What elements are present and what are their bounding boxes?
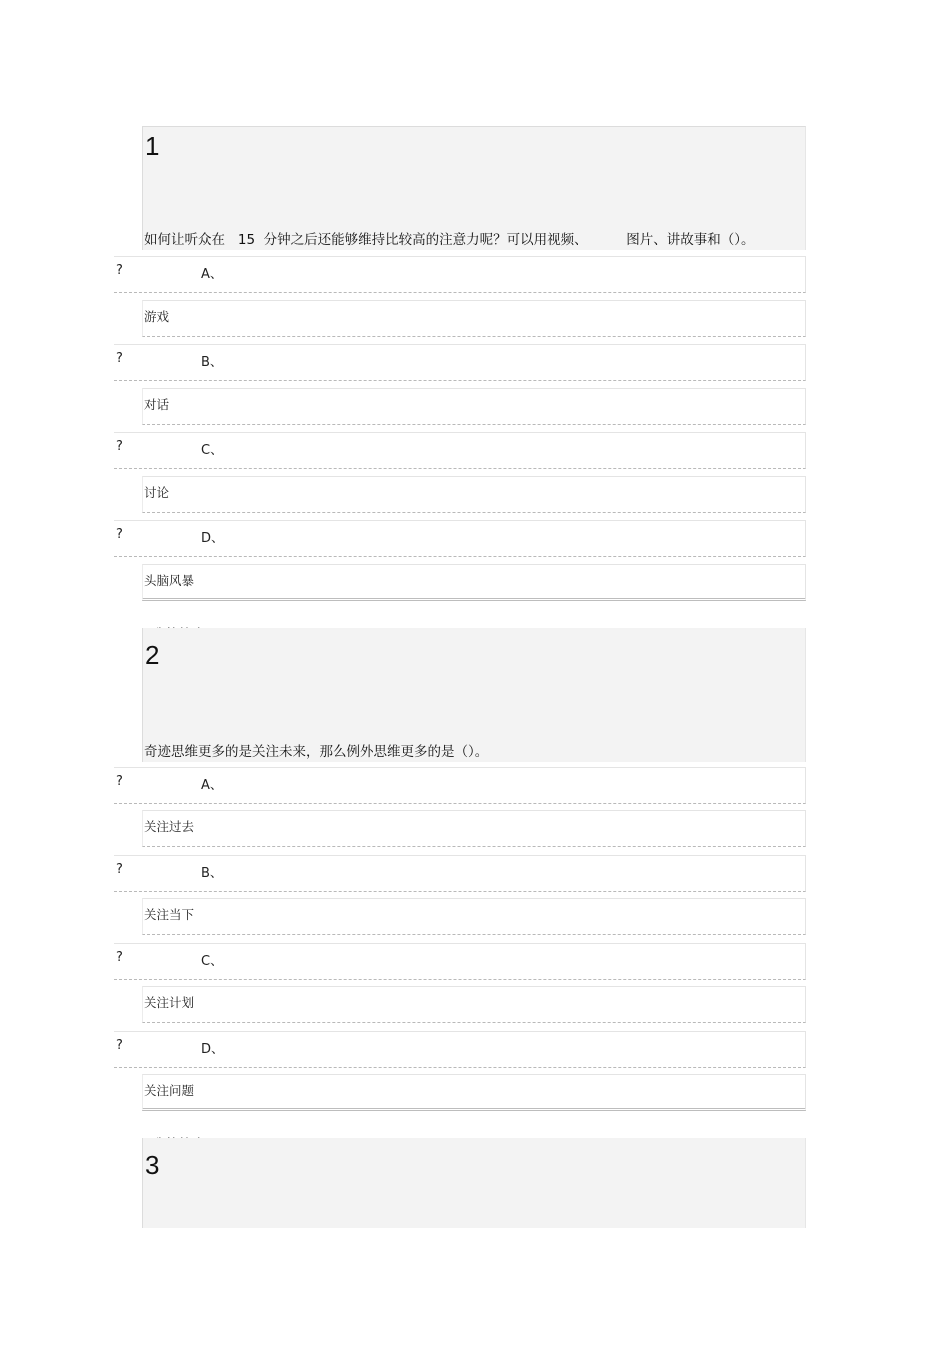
option-marker: ? (116, 774, 123, 789)
question-number: 3 (145, 1150, 160, 1180)
option-b-row[interactable] (114, 344, 806, 381)
option-letter: B、 (201, 355, 223, 370)
option-d-text-row[interactable] (142, 564, 806, 601)
option-a-text-row[interactable] (142, 810, 806, 847)
option-marker: ? (116, 950, 123, 965)
option-letter: D、 (201, 1042, 225, 1057)
option-c-row[interactable] (114, 432, 806, 469)
option-text: 关注计划 (144, 995, 195, 1010)
question-number: 1 (145, 131, 160, 161)
option-d-row[interactable] (114, 520, 806, 557)
option-b-row[interactable] (114, 855, 806, 892)
option-letter: A、 (201, 778, 223, 793)
option-text: 讨论 (144, 485, 170, 500)
option-letter: A、 (201, 267, 223, 282)
question-number: 2 (145, 640, 160, 670)
question-text: 如何让听众在 15 分钟之后还能够维持比较高的注意力呢？可以用视频、 图片、讲故事和（）。 (144, 232, 755, 248)
option-marker: ? (116, 862, 123, 877)
option-a-text-row[interactable] (142, 300, 806, 337)
option-d-text-row[interactable] (142, 1074, 806, 1111)
option-marker: ? (116, 351, 123, 366)
option-c-row[interactable] (114, 943, 806, 980)
option-letter: C、 (201, 954, 224, 969)
option-b-text-row[interactable] (142, 898, 806, 935)
option-text: 头脑风暴 (144, 573, 195, 588)
question-text: 奇迹思维更多的是关注未来，那么例外思维更多的是（）。 (144, 744, 489, 760)
option-marker: ? (116, 1038, 123, 1053)
option-text: 对话 (144, 397, 170, 412)
option-text: 关注当下 (144, 907, 195, 922)
question-2-header (142, 628, 806, 762)
option-c-text-row[interactable] (142, 986, 806, 1023)
option-letter: D、 (201, 531, 225, 546)
option-c-text-row[interactable] (142, 476, 806, 513)
option-text: 游戏 (144, 309, 170, 324)
option-text: 关注过去 (144, 819, 195, 834)
option-letter: B、 (201, 866, 223, 881)
option-a-row[interactable] (114, 256, 806, 293)
option-marker: ? (116, 527, 123, 542)
option-marker: ? (116, 439, 123, 454)
option-letter: C、 (201, 443, 224, 458)
option-marker: ? (116, 263, 123, 278)
option-b-text-row[interactable] (142, 388, 806, 425)
question-1-header (142, 126, 806, 250)
option-text: 关注问题 (144, 1083, 195, 1098)
option-a-row[interactable] (114, 767, 806, 804)
question-3-header (142, 1138, 806, 1228)
option-d-row[interactable] (114, 1031, 806, 1068)
